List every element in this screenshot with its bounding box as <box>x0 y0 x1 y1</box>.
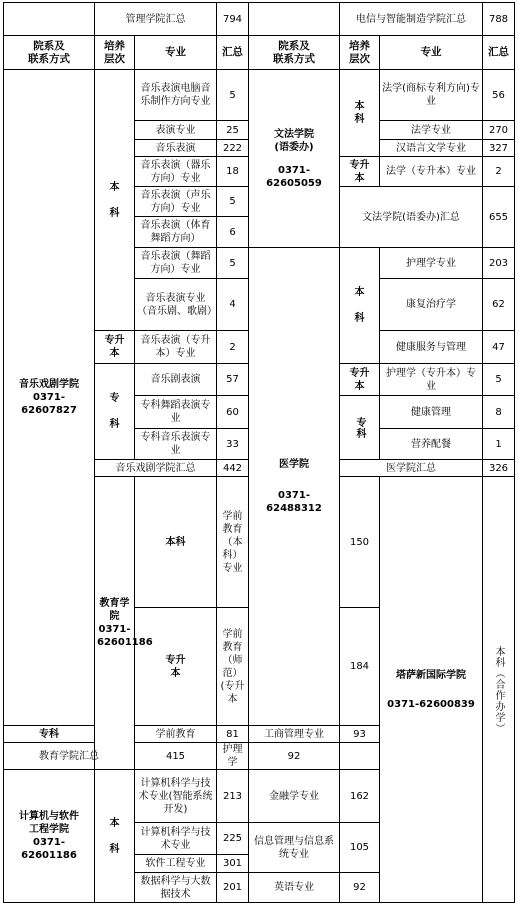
major-cell: 计算机科学与技术专业(智能系统开发) <box>135 770 217 823</box>
major-cell: 健康服务与管理 <box>380 331 483 364</box>
summary-label: 教育学院汇总 <box>4 743 135 770</box>
college-name: 塔萨新国际学院 <box>396 669 466 681</box>
count-cell: 213 <box>217 770 249 823</box>
summary-count: 788 <box>483 3 515 36</box>
major-cell: 音乐表演专业（音乐剧、歌剧） <box>135 279 217 331</box>
college-name: 医学院 <box>279 459 309 470</box>
major-cell: 软件工程专业 <box>135 855 217 873</box>
major-cell: 专科舞蹈表演专业 <box>135 396 217 429</box>
summary-count: 442 <box>217 460 249 477</box>
college-med <box>249 248 340 726</box>
header-college: 院系及 联系方式 <box>249 36 340 70</box>
count-cell: 4 <box>217 279 249 331</box>
count-cell: 47 <box>483 331 515 364</box>
count-cell: 6 <box>217 217 249 248</box>
table-row <box>4 70 515 121</box>
major-cell: 营养配餐 <box>380 429 483 460</box>
college-cs <box>4 770 95 903</box>
major-cell: 音乐表演（专升本）专业 <box>135 331 217 364</box>
count-cell: 1 <box>483 429 515 460</box>
count-cell: 60 <box>217 396 249 429</box>
college-phone: 0371-62601186 <box>97 624 153 648</box>
level-label: 专升 本 <box>340 364 380 396</box>
count-cell: 18 <box>217 157 249 187</box>
blank-cell <box>4 3 95 36</box>
college-edu <box>95 477 153 770</box>
major-cell: 音乐表演电脑音乐制作方向专业 <box>135 70 217 121</box>
major-cell: 英语专业 <box>249 873 340 903</box>
level-label: 专升 本 <box>135 608 217 726</box>
major-cell: 健康管理 <box>380 396 483 429</box>
summary-label: 管理学院汇总 <box>95 3 217 36</box>
level-label: 本 科 <box>340 70 380 157</box>
summary-label: 文法学院(语委办)汇总 <box>340 187 483 248</box>
header-total: 汇总 <box>483 36 515 70</box>
college-name: 文法学院 (语委办) <box>274 128 314 153</box>
table-row <box>4 3 515 36</box>
header-college: 院系及 联系方式 <box>4 36 95 70</box>
major-cell: 表演专业 <box>135 121 217 140</box>
major-cell: 音乐表演 <box>135 140 217 157</box>
header-row <box>4 36 515 70</box>
count-cell: 270 <box>483 121 515 140</box>
count-cell: 81 <box>217 726 249 743</box>
count-cell: 105 <box>340 823 380 873</box>
count-cell: 327 <box>483 140 515 157</box>
major-cell: 法学（专升本）专业 <box>380 157 483 187</box>
blank-cell <box>249 3 340 36</box>
major-cell: 工商管理专业 <box>249 726 340 743</box>
college-intl <box>380 477 483 903</box>
major-cell: 学前教育（本科）专业 <box>217 477 249 608</box>
level-label: 本科 <box>135 477 217 608</box>
college-name: 音乐戏剧学院 <box>19 379 79 390</box>
major-cell: 汉语言文学专业 <box>380 140 483 157</box>
college-law <box>249 70 340 248</box>
major-cell: 音乐表演（器乐方向）专业 <box>135 157 217 187</box>
college-phone: 0371-62488312 <box>266 490 322 514</box>
major-cell: 音乐表演（声乐方向）专业 <box>135 187 217 217</box>
header-major: 专业 <box>135 36 217 70</box>
count-cell: 62 <box>483 279 515 331</box>
level-label: 专 科 <box>95 364 135 460</box>
level-label: 专升 本 <box>95 331 135 364</box>
count-cell: 5 <box>217 187 249 217</box>
count-cell: 25 <box>217 121 249 140</box>
major-cell: 金融学专业 <box>249 770 340 823</box>
college-phone: 0371-62600839 <box>387 698 475 710</box>
college-music <box>4 70 95 726</box>
header-major: 专业 <box>380 36 483 70</box>
level-label: 专科 <box>4 726 95 743</box>
level-label: 本 科 <box>95 70 135 331</box>
major-cell: 法学(商标专利方向)专业 <box>380 70 483 121</box>
major-cell: 专科音乐表演专业 <box>135 429 217 460</box>
count-cell: 57 <box>217 364 249 396</box>
count-cell: 2 <box>217 331 249 364</box>
summary-count: 655 <box>483 187 515 248</box>
major-cell: 护理学 <box>217 743 249 770</box>
header-level: 培养 层次 <box>340 36 380 70</box>
count-cell: 5 <box>217 248 249 279</box>
major-cell: 计算机科学与技术专业 <box>135 823 217 855</box>
summary-count: 794 <box>217 3 249 36</box>
major-cell: 音乐剧表演 <box>135 364 217 396</box>
count-cell: 225 <box>217 823 249 855</box>
college-phone: 0371-62605059 <box>266 164 322 189</box>
level-label: 本 科 <box>340 248 380 364</box>
major-cell: 信息管理与信息系统专业 <box>249 823 340 873</box>
count-cell: 301 <box>217 855 249 873</box>
major-cell: 学前教育 <box>135 726 217 743</box>
major-cell: 学前教育（师范）(专升本 <box>217 608 249 726</box>
header-total: 汇总 <box>217 36 249 70</box>
level-label: 专科 <box>340 396 380 460</box>
level-label: 本 科 <box>95 770 135 903</box>
header-level: 培养 层次 <box>95 36 135 70</box>
count-cell: 5 <box>483 364 515 396</box>
college-name: 教育学院 <box>99 598 130 622</box>
major-cell: 护理学专业 <box>380 248 483 279</box>
major-cell: 护理学（专升本）专业 <box>380 364 483 396</box>
summary-label: 电信与智能制造学院汇总 <box>340 3 483 36</box>
count-cell: 33 <box>217 429 249 460</box>
college-phone: 0371-62607827 <box>21 392 77 416</box>
college-name: 计算机与软件 工程学院 <box>19 811 79 835</box>
major-cell: 音乐表演（体育舞蹈方向） <box>135 217 217 248</box>
count-cell: 93 <box>340 726 380 743</box>
summary-label: 医学院汇总 <box>340 460 483 477</box>
college-phone: 0371-62601186 <box>21 837 77 861</box>
major-cell: 音乐表演（舞蹈方向）专业 <box>135 248 217 279</box>
major-cell: 数据科学与大数据技术 <box>135 873 217 903</box>
count-cell: 150 <box>340 477 380 608</box>
count-cell: 5 <box>217 70 249 121</box>
major-cell: 法学专业 <box>380 121 483 140</box>
count-cell: 92 <box>249 743 340 770</box>
enrollment-table <box>3 2 515 903</box>
count-cell: 92 <box>340 873 380 903</box>
count-cell: 184 <box>340 608 380 726</box>
level-label: 专升 本 <box>340 157 380 187</box>
summary-count: 326 <box>483 460 515 477</box>
summary-label: 音乐戏剧学院汇总 <box>95 460 217 477</box>
count-cell: 162 <box>340 770 380 823</box>
count-cell: 203 <box>483 248 515 279</box>
major-cell: 康复治疗学 <box>380 279 483 331</box>
summary-count: 415 <box>135 743 217 770</box>
count-cell: 222 <box>217 140 249 157</box>
count-cell: 2 <box>483 157 515 187</box>
level-label: 本科（合作办学） <box>483 477 515 903</box>
count-cell: 8 <box>483 396 515 429</box>
count-cell: 201 <box>217 873 249 903</box>
count-cell: 56 <box>483 70 515 121</box>
